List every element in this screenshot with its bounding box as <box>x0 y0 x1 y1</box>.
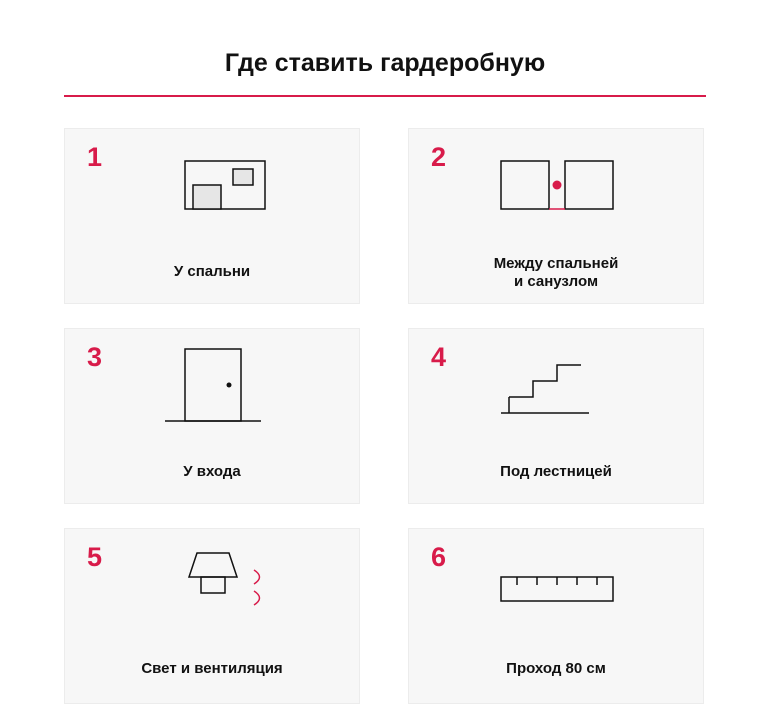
card-label: Свет и вентиляция <box>141 660 283 677</box>
title-divider <box>64 95 706 97</box>
card-number: 3 <box>87 342 103 372</box>
card-label: Между спальней и санузлом <box>493 255 619 290</box>
card-number: 6 <box>431 542 447 572</box>
lamp-ventilation-icon <box>65 529 361 705</box>
card-label: У спальни <box>173 263 251 280</box>
card-number: 4 <box>431 342 447 372</box>
page-title: Где ставить гардеробную <box>224 49 546 77</box>
card-number: 5 <box>87 542 103 572</box>
card-label: Под лестницей <box>500 463 612 480</box>
card-number: 2 <box>431 142 447 172</box>
card-number: 1 <box>87 142 103 172</box>
card-light-ventilation <box>64 528 360 704</box>
card-entrance <box>64 328 360 504</box>
card-passage-width <box>408 528 704 704</box>
card-label: Проход 80 см <box>506 660 606 677</box>
card-label: У входа <box>183 463 241 480</box>
card-bedroom <box>64 128 360 304</box>
card-under-stairs <box>408 328 704 504</box>
card-between-rooms <box>408 128 704 304</box>
ruler-icon <box>409 529 705 705</box>
